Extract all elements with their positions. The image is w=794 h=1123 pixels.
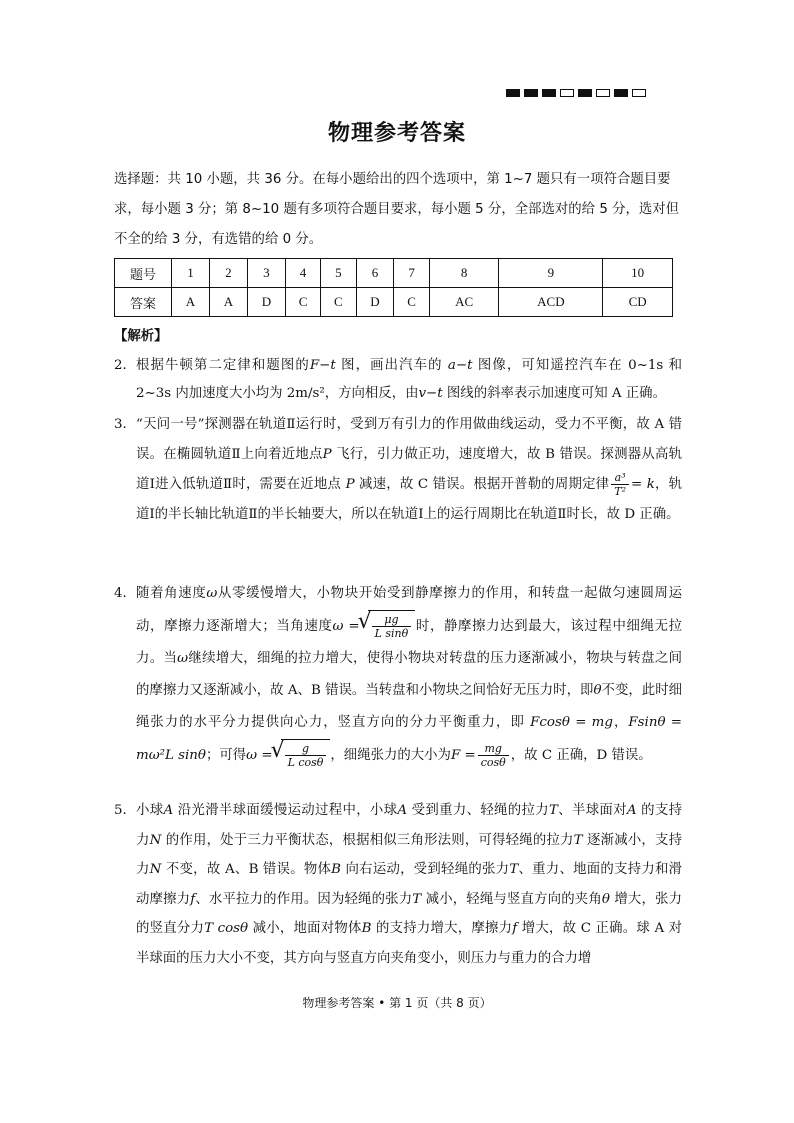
fraction: [285, 742, 327, 769]
question-cell: 2: [209, 259, 247, 288]
sqrt-expression: [368, 610, 416, 643]
answer-cell: A: [172, 288, 210, 317]
analysis-heading: 【解析】: [114, 329, 168, 344]
formula: ω =: [332, 619, 360, 634]
formula: P: [345, 477, 355, 492]
formula: P: [322, 447, 332, 462]
mark-square-empty: [596, 89, 610, 97]
analysis-item-4: [114, 578, 682, 772]
formula: ω: [206, 586, 218, 601]
formula: N: [149, 862, 162, 877]
text: 图，画出汽车的: [335, 358, 448, 373]
intro-paragraph: 选择题：共 10 小题，共 36 分。在每小题给出的四个选项中，第 1~7 题只有一项符合题目要求，每小题 3 分；第 8~10 题有多项符合题目要求，每小题 5 分，全部选对的给 5 分，选对但不全的给 3 分，有选错的给 0 分。: [114, 172, 680, 247]
answer-cell: D: [247, 288, 285, 317]
numerator: √ g: [285, 742, 327, 756]
formula: v−t: [418, 386, 443, 401]
text: 飞行，引力做正功，速度增大，故 B 错误。探测器从高轨道Ⅰ进入低轨道Ⅱ时，需要在近地点: [136, 447, 683, 492]
page-title: 物理参考答案: [327, 121, 466, 146]
text: 向右运动，受到轻绳的张力: [341, 862, 510, 877]
answer-cell: C: [285, 288, 320, 317]
row-label-answer: 答案: [115, 288, 172, 317]
denominator: L cosθ: [287, 756, 324, 769]
formula: A: [397, 803, 408, 818]
text: 、水平拉力的作用。因为轻绳的张力: [195, 891, 413, 907]
numerator: √ μg: [372, 613, 412, 627]
kepler-fraction: [611, 471, 629, 498]
text: ，故 C 正确，D 错误。: [510, 748, 652, 763]
formula: T cosθ: [204, 921, 249, 936]
item-body: [136, 410, 682, 530]
text: 沿光滑半球面缓慢运动过程中，小球: [173, 803, 398, 818]
question-cell: 9: [499, 259, 603, 288]
item-number: 5．: [114, 803, 136, 818]
mark-square-filled: [524, 89, 538, 97]
formula: ω: [177, 651, 189, 666]
formula: Fcosθ = mg: [530, 715, 613, 730]
fraction: [478, 742, 509, 769]
denominator: T²: [614, 485, 627, 498]
text: “天问一号”探测器在轨道Ⅱ运行时，受到万有引力的作用做曲线运动，受力不平衡，故 A 错误。在椭圆轨道Ⅱ上向着近地点: [136, 417, 682, 462]
answer-table: [114, 258, 673, 317]
text: 继续增大，细绳的拉力增大，使得小物块对转盘的压力逐渐减小，物块与转盘之间的摩擦力又逐渐减小，故 A、B 错误。当转盘和小物块之间恰好无压力时，即: [136, 651, 683, 698]
text: 受到重力、轻绳的拉力: [407, 803, 549, 818]
answer-cell: A: [209, 288, 247, 317]
answer-cell: ACD: [499, 288, 603, 317]
text: ，: [612, 715, 629, 730]
text: 时，静摩擦力达到最大，该过程中细绳无拉力。当: [136, 619, 682, 666]
formula: A: [163, 803, 174, 818]
answer-row: [115, 288, 673, 317]
text: 根据牛顿第二定律和题图的: [136, 358, 310, 373]
text: 的支持力: [136, 803, 683, 848]
text: 小球: [136, 803, 164, 818]
question-cell: 6: [356, 259, 394, 288]
analysis-item-5: [114, 796, 682, 973]
formula: F =: [450, 748, 476, 763]
text: 不变，此时细绳张力的水平分力提供向心力，竖直方向的分力平衡重力，即: [136, 683, 682, 730]
formula: ω =: [246, 748, 273, 763]
formula: T: [509, 862, 519, 877]
mark-square-empty: [560, 89, 574, 97]
corner-marks: [506, 89, 646, 97]
question-cell: 8: [429, 259, 499, 288]
numerator: mg: [478, 742, 509, 756]
text: ，方向相反，由: [324, 386, 419, 401]
formula: A: [626, 803, 637, 818]
question-cell: 3: [247, 259, 285, 288]
answer-cell: C: [321, 288, 356, 317]
mark-square-filled: [506, 89, 520, 97]
item-number: 3．: [114, 417, 136, 432]
formula: a−t: [447, 358, 473, 373]
row-label-question: 题号: [115, 259, 172, 288]
text: ；可得: [205, 748, 247, 763]
item-body: [136, 578, 682, 772]
denominator: cosθ: [480, 756, 506, 769]
text: 增大，张力的竖直分力: [136, 891, 682, 936]
text: 不变，故 A、B 错误。物体: [161, 862, 332, 877]
answer-cell: C: [394, 288, 429, 317]
formula: N: [149, 832, 162, 848]
question-cell: 10: [603, 259, 673, 288]
item-number: 2．: [114, 358, 136, 373]
formula: T: [573, 832, 583, 848]
text: 减小，轻绳与竖直方向的夹角: [421, 891, 602, 907]
text: 的作用，处于三力平衡状态，根据相似三角形法则，可得轻绳的拉力: [161, 832, 574, 848]
formula: T: [548, 803, 558, 818]
numerator: a³: [611, 471, 629, 485]
sqrt-expression: [281, 739, 331, 772]
text: 、重力、地面的支持力和滑动摩擦力: [136, 862, 683, 907]
question-cell: 1: [172, 259, 210, 288]
question-row: [115, 259, 673, 288]
question-cell: 5: [321, 259, 356, 288]
item-body: [136, 352, 682, 408]
page-footer: 物理参考答案 • 第 1 页（共 8 页）: [302, 996, 492, 1010]
formula: θ: [601, 891, 610, 907]
text: 的支持力增大，摩擦力: [371, 921, 513, 936]
analysis-item-2: [114, 352, 682, 408]
question-cell: 7: [394, 259, 429, 288]
formula: f: [190, 891, 196, 907]
text: 图线的斜率表示加速度可知 A 正确。: [442, 386, 666, 401]
formula: Fsinθ = mω²L sinθ: [136, 715, 682, 763]
text: 、半球面对: [557, 803, 627, 818]
text: 从零缓慢增大，小物块开始受到静摩擦力的作用，和转盘一起做匀速圆周运动，摩擦力逐渐增大；当角速度: [136, 586, 682, 634]
formula: B: [361, 921, 372, 936]
mark-square-filled: [614, 89, 628, 97]
answer-cell: AC: [429, 288, 499, 317]
formula: f: [512, 921, 518, 936]
analysis-item-3: [114, 410, 682, 530]
text: 增大，故 C 正确。球 A 对半球面的压力大小不变，其方向与竖直方向夹角变小，则压力与重力的合力增: [136, 921, 683, 966]
text: 图像，可知遥控汽车在 0~1s 和 2~3s 内加速度大小均为: [136, 358, 682, 401]
formula: 2m/s²: [286, 386, 325, 401]
text: 减小，地面对物体: [248, 921, 362, 936]
fraction: [372, 613, 412, 640]
denominator: L sinθ: [374, 627, 409, 640]
formula: θ: [593, 683, 602, 698]
text: 随着角速度: [136, 586, 207, 601]
text: ，细绳张力的大小为: [330, 748, 451, 763]
mark-square-filled: [542, 89, 556, 97]
text: 逐渐减小，支持力: [136, 832, 682, 877]
mark-square-empty: [632, 89, 646, 97]
formula: B: [331, 862, 342, 877]
formula: F−t: [309, 358, 336, 373]
formula: = k: [631, 477, 655, 492]
answer-cell: D: [356, 288, 394, 317]
answer-cell: CD: [603, 288, 673, 317]
item-number: 4．: [114, 586, 136, 601]
text: 减速，故 C 错误。根据开普勒的周期定律: [354, 477, 610, 492]
question-cell: 4: [285, 259, 320, 288]
formula: T: [412, 891, 422, 907]
text: ，轨道Ⅰ的半长轴比轨道Ⅱ的半长轴要大，所以在轨道Ⅰ上的运行周期比在轨道Ⅱ时长，故 D 正确。: [136, 477, 683, 522]
mark-square-filled: [578, 89, 592, 97]
item-body: [136, 796, 682, 973]
